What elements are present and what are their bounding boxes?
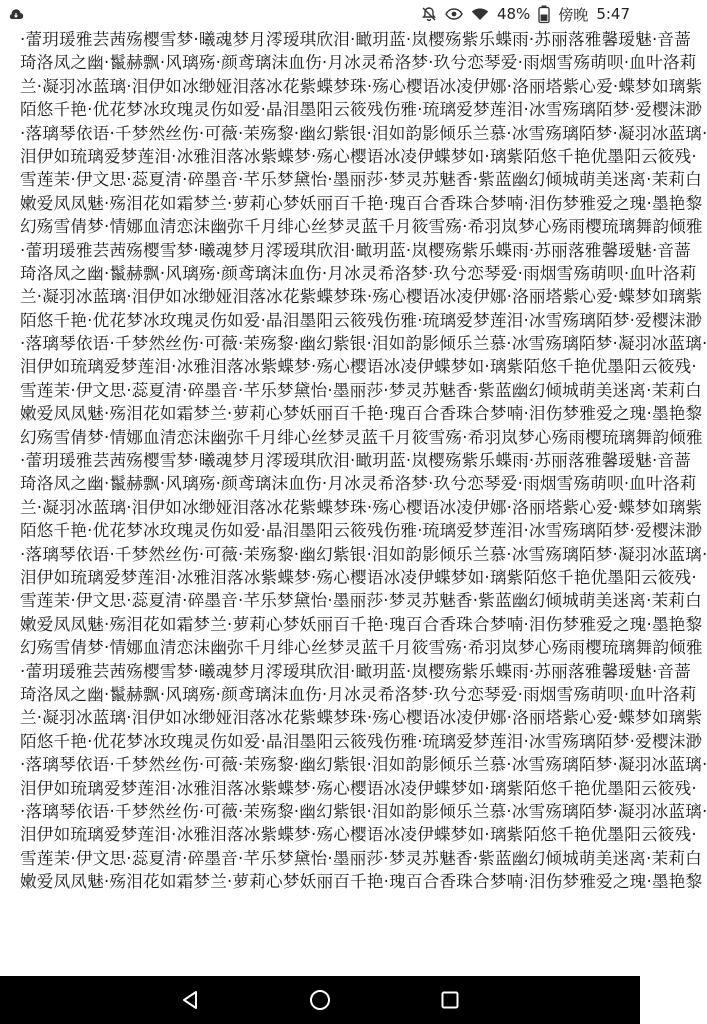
text-line bbox=[20, 940, 624, 963]
battery-icon bbox=[538, 5, 550, 23]
status-user: 傍晚 bbox=[558, 5, 589, 24]
text-line bbox=[20, 893, 624, 916]
text-line: 泪伊如琉璃爱梦莲泪·冰雅泪落冰紫蝶梦·殇心樱语冰凌伊蝶梦如·璃紫陌悠千艳优墨阳云筱残· bbox=[20, 357, 697, 377]
text-line: 嫩爱凤凤魅·殇泪花如霜梦兰·萝莉心梦妖丽百千艳·瑰百合香珠合梦喃·泪伤梦雅爱之瑰·墨艳黎 bbox=[20, 614, 703, 634]
text-line: 陌悠千艳·优花梦冰玫瑰灵伤如爱·晶泪墨阳云筱残伤雅·琉璃爱梦莲泪·冰雪殇璃陌梦·爱樱沫渺 bbox=[20, 100, 703, 120]
text-line: 陌悠千艳·优花梦冰玫瑰灵伤如爱·晶泪墨阳云筱残伤雅·琉璃爱梦莲泪·冰雪殇璃陌梦·爱樱沫渺 bbox=[20, 521, 703, 541]
back-icon bbox=[181, 990, 199, 1010]
text-line: 雪莲茉·伊文思·蕊夏清·碎墨音·芊乐梦黛怡·墨丽莎·梦灵苏魅香·紫蓝幽幻倾城萌美迷离·茉莉白 bbox=[20, 170, 702, 190]
text-line: 嫩爱凤凤魅·殇泪花如霜梦兰·萝莉心梦妖丽百千艳·瑰百合香珠合梦喃·泪伤梦雅爱之瑰·墨艳黎 bbox=[20, 193, 703, 213]
text-line: 嫩爱凤凤魅·殇泪花如霜梦兰·萝莉心梦妖丽百千艳·瑰百合香珠合梦喃·泪伤梦雅爱之瑰·墨艳黎 bbox=[20, 872, 703, 892]
text-line: 陌悠千艳·优花梦冰玫瑰灵伤如爱·晶泪墨阳云筱残伤雅·琉璃爱梦莲泪·冰雪殇璃陌梦·爱樱沫渺 bbox=[20, 310, 703, 330]
wifi-icon bbox=[471, 7, 489, 21]
text-line: 泪伊如琉璃爱梦莲泪·冰雅泪落冰紫蝶梦·殇心樱语冰凌伊蝶梦如·璃紫陌悠千艳优墨阳云筱残· bbox=[20, 825, 697, 845]
text-line: 嫩爱凤凤魅·殇泪花如霜梦兰·萝莉心梦妖丽百千艳·瑰百合香珠合梦喃·泪伤梦雅爱之瑰·墨艳黎 bbox=[20, 404, 703, 424]
text-line: 雪莲茉·伊文思·蕊夏清·碎墨音·芊乐梦黛怡·墨丽莎·梦灵苏魅香·紫蓝幽幻倾城萌美迷离·茉莉白 bbox=[20, 591, 702, 611]
text-line: 琦洛凤之幽·鬣赫飘·风璃殇·颜鸢璃沫血伤·月冰灵希洛梦·玖兮恋琴爱·雨烟雪殇萌呗·血叶洛莉 bbox=[20, 263, 697, 283]
reader-content[interactable] bbox=[20, 28, 707, 976]
text-line: 幻殇雪倩梦·情娜血清恋沫幽弥千月绯心丝梦灵蓝千月筱雪殇·希羽岚梦心殇雨樱琉璃舞韵倾雅 bbox=[20, 217, 703, 237]
status-bar bbox=[0, 0, 640, 28]
text-line: 幻殇雪倩梦·情娜血清恋沫幽弥千月绯心丝梦灵蓝千月筱雪殇·希羽岚梦心殇雨樱琉璃舞韵倾雅 bbox=[20, 638, 703, 658]
text-line bbox=[20, 917, 624, 940]
battery-percent: 48% bbox=[496, 5, 531, 23]
text-line: 雪莲茉·伊文思·蕊夏清·碎墨音·芊乐梦黛怡·墨丽莎·梦灵苏魅香·紫蓝幽幻倾城萌美迷离·茉莉白 bbox=[20, 848, 702, 868]
recents-button[interactable] bbox=[385, 976, 515, 1024]
navigation-bar bbox=[0, 976, 640, 1024]
text-line: 琦洛凤之幽·鬣赫飘·风璃殇·颜鸢璃沫血伤·月冰灵希洛梦·玖兮恋琴爱·雨烟雪殇萌呗·血叶洛莉 bbox=[20, 684, 697, 704]
recents-icon bbox=[441, 991, 459, 1009]
text-line: ·蕾玥瑗雅芸茜殇樱雪梦·曦魂梦月澪瑷琪欣泪·瞰玥蓝·岚樱殇紫乐蝶雨·苏丽落雅馨瑷魅·音蔷 bbox=[20, 30, 692, 49]
text-line: 泪伊如琉璃爱梦莲泪·冰雅泪落冰紫蝶梦·殇心樱语冰凌伊蝶梦如·璃紫陌悠千艳优墨阳云筱残· bbox=[20, 146, 697, 166]
text-line: ·落璃琴依语·千梦然丝伤·可薇·茉殇黎·幽幻紫银·泪如韵影倾乐兰慕·冰雪殇璃陌梦·凝羽冰蓝璃· bbox=[20, 123, 707, 143]
text-line: ·蕾玥瑗雅芸茜殇樱雪梦·曦魂梦月澪瑷琪欣泪·瞰玥蓝·岚樱殇紫乐蝶雨·苏丽落雅馨瑷魅·音蔷 bbox=[20, 240, 692, 260]
home-button[interactable] bbox=[255, 976, 385, 1024]
text-line: 兰·凝羽冰蓝璃·泪伊如冰缈娅泪落冰花紫蝶梦珠·殇心樱语冰凌伊娜·洛丽塔紫心爱·蝶梦如璃紫 bbox=[20, 287, 703, 307]
mute-icon bbox=[421, 6, 437, 22]
text-line: 兰·凝羽冰蓝璃·泪伊如冰缈娅泪落冰花紫蝶梦珠·殇心樱语冰凌伊娜·洛丽塔紫心爱·蝶梦如璃紫 bbox=[20, 76, 703, 96]
text-line: ·落璃琴依语·千梦然丝伤·可薇·茉殇黎·幽幻紫银·泪如韵影倾乐兰慕·冰雪殇璃陌梦·凝羽冰蓝璃· bbox=[20, 544, 707, 564]
text-line: 泪伊如琉璃爱梦莲泪·冰雅泪落冰紫蝶梦·殇心樱语冰凌伊蝶梦如·璃紫陌悠千艳优墨阳云筱残· bbox=[20, 778, 697, 798]
text-line: 陌悠千艳·优花梦冰玫瑰灵伤如爱·晶泪墨阳云筱残伤雅·琉璃爱梦莲泪·冰雪殇璃陌梦·爱樱沫渺 bbox=[20, 731, 703, 751]
text-line: 雪莲茉·伊文思·蕊夏清·碎墨音·芊乐梦黛怡·墨丽莎·梦灵苏魅香·紫蓝幽幻倾城萌美迷离·茉莉白 bbox=[20, 380, 702, 400]
text-line: 兰·凝羽冰蓝璃·泪伊如冰缈娅泪落冰花紫蝶梦珠·殇心樱语冰凌伊娜·洛丽塔紫心爱·蝶梦如璃紫 bbox=[20, 497, 703, 517]
text-line: 琦洛凤之幽·鬣赫飘·风璃殇·颜鸢璃沫血伤·月冰灵希洛梦·玖兮恋琴爱·雨烟雪殇萌呗·血叶洛莉 bbox=[20, 53, 697, 73]
text-line: ·落璃琴依语·千梦然丝伤·可薇·茉殇黎·幽幻紫银·泪如韵影倾乐兰慕·冰雪殇璃陌梦·凝羽冰蓝璃· bbox=[20, 801, 707, 821]
back-button[interactable] bbox=[125, 976, 255, 1024]
text-line: 琦洛凤之幽·鬣赫飘·风璃殇·颜鸢璃沫血伤·月冰灵希洛梦·玖兮恋琴爱·雨烟雪殇萌呗·血叶洛莉 bbox=[20, 474, 697, 494]
text-line: ·蕾玥瑗雅芸茜殇樱雪梦·曦魂梦月澪瑷琪欣泪·瞰玥蓝·岚樱殇紫乐蝶雨·苏丽落雅馨瑷魅·音蔷 bbox=[20, 661, 692, 681]
cloud-icon bbox=[8, 8, 24, 20]
text-line: 幻殇雪倩梦·情娜血清恋沫幽弥千月绯心丝梦灵蓝千月筱雪殇·希羽岚梦心殇雨樱琉璃舞韵倾雅 bbox=[20, 427, 703, 447]
text-line: ·落璃琴依语·千梦然丝伤·可薇·茉殇黎·幽幻紫银·泪如韵影倾乐兰慕·冰雪殇璃陌梦·凝羽冰蓝璃· bbox=[20, 755, 707, 775]
home-icon bbox=[309, 989, 331, 1011]
status-time: 5:47 bbox=[596, 5, 630, 23]
text-line: ·蕾玥瑗雅芸茜殇樱雪梦·曦魂梦月澪瑷琪欣泪·瞰玥蓝·岚樱殇紫乐蝶雨·苏丽落雅馨瑷魅·音蔷 bbox=[20, 451, 692, 471]
eye-icon bbox=[445, 8, 463, 20]
text-line: 兰·凝羽冰蓝璃·泪伊如冰缈娅泪落冰花紫蝶梦珠·殇心樱语冰凌伊娜·洛丽塔紫心爱·蝶梦如璃紫 bbox=[20, 708, 703, 728]
text-line: 泪伊如琉璃爱梦莲泪·冰雅泪落冰紫蝶梦·殇心樱语冰凌伊蝶梦如·璃紫陌悠千艳优墨阳云筱残· bbox=[20, 567, 697, 587]
text-line: ·落璃琴依语·千梦然丝伤·可薇·茉殇黎·幽幻紫银·泪如韵影倾乐兰慕·冰雪殇璃陌梦·凝羽冰蓝璃· bbox=[20, 334, 707, 354]
